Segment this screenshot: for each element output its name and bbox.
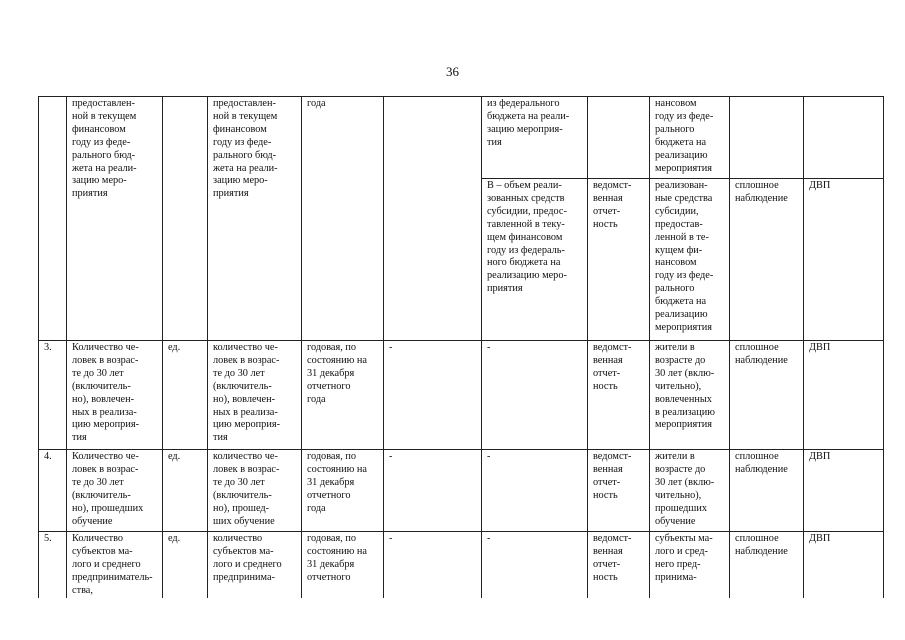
table-cell: Количество субъектов ма- лого и среднего предприниматель- ства,	[67, 532, 163, 598]
table-cell: сплошное наблюдение	[730, 450, 804, 532]
table-cell: предоставлен- ной в текущем финансовом году из феде- рального бюд- жета на реали- зацию меро- приятия	[208, 97, 302, 341]
table-cell: ДВП	[804, 179, 884, 341]
table-cell: нансовом году из феде- рального бюджета на реализацию мероприятия	[650, 97, 730, 179]
table-cell: 3.	[39, 341, 67, 450]
table-cell: сплошное наблюдение	[730, 341, 804, 450]
table-cell: жители в возрасте до 30 лет (вклю- чительно), вовлеченных в реализацию мероприятия	[650, 341, 730, 450]
table-cell: ведомст- венная отчет- ность	[588, 179, 650, 341]
table-cell: ДВП	[804, 341, 884, 450]
table-cell: ед.	[163, 532, 208, 598]
table-cell: 4.	[39, 450, 67, 532]
table-cell: из федерального бюджета на реали- зацию мероприя- тия	[482, 97, 588, 179]
table-cell: Количество че- ловек в возрас- те до 30 лет (включитель- но), прошедших обучение	[67, 450, 163, 532]
table-cell	[39, 97, 67, 341]
table-cell: ДВП	[804, 450, 884, 532]
table-cell: года	[302, 97, 384, 341]
table-cell: -	[384, 341, 482, 450]
table-cell: -	[384, 450, 482, 532]
table-row	[39, 450, 884, 532]
table-row	[39, 97, 884, 179]
table-cell: годовая, по состоянию на 31 декабря отчетного года	[302, 450, 384, 532]
table-cell: реализован- ные средства субсидии, предостав- ленной в те- кущем фи- нансовом году из феде- рального бюджета на реализацию мероприятия	[650, 179, 730, 341]
table-cell: ведомст- венная отчет- ность	[588, 450, 650, 532]
table-cell: количество че- ловек в возрас- те до 30 лет (включитель- но), прошед- ших обучение	[208, 450, 302, 532]
table-cell: количество субъектов ма- лого и среднего предпринима-	[208, 532, 302, 598]
table-cell: сплошное наблюдение	[730, 179, 804, 341]
table-cell: В – объем реали- зованных средств субсидии, предос- тавленной в теку- щем финансовом году из федераль- ного бюджета на реализацию меро- приятия	[482, 179, 588, 341]
table-cell: Количество че- ловек в возрас- те до 30 лет (включитель- но), вовлечен- ных в реализа- цию мероприя- тия	[67, 341, 163, 450]
table-cell	[588, 97, 650, 179]
table-cell: субъекты ма- лого и сред- него пред- принима-	[650, 532, 730, 598]
table-row	[39, 341, 884, 450]
table-cell: ед.	[163, 450, 208, 532]
table-cell: ДВП	[804, 532, 884, 598]
table-cell: -	[384, 532, 482, 598]
table-cell: годовая, по состоянию на 31 декабря отчетного года	[302, 341, 384, 450]
table-cell	[804, 97, 884, 179]
table-cell: ведомст- венная отчет- ность	[588, 532, 650, 598]
table-cell: -	[482, 450, 588, 532]
table-cell	[384, 97, 482, 341]
page-number: 36	[446, 64, 459, 79]
table-cell: жители в возрасте до 30 лет (вклю- чительно), прошедших обучение	[650, 450, 730, 532]
table-cell: предоставлен- ной в текущем финансовом году из феде- рального бюд- жета на реали- зацию меро- приятия	[67, 97, 163, 341]
table-cell	[730, 97, 804, 179]
indicator-table	[38, 96, 884, 598]
table-cell: 5.	[39, 532, 67, 598]
table-cell: ведомст- венная отчет- ность	[588, 341, 650, 450]
table-cell: годовая, по состоянию на 31 декабря отчетного	[302, 532, 384, 598]
table-cell: -	[482, 341, 588, 450]
table-cell	[163, 97, 208, 341]
table-cell: -	[482, 532, 588, 598]
table-cell: сплошное наблюдение	[730, 532, 804, 598]
table-cell: количество че- ловек в возрас- те до 30 лет (включитель- но), вовлечен- ных в реализа- цию мероприя- тия	[208, 341, 302, 450]
table-cell: ед.	[163, 341, 208, 450]
table-row	[39, 532, 884, 598]
